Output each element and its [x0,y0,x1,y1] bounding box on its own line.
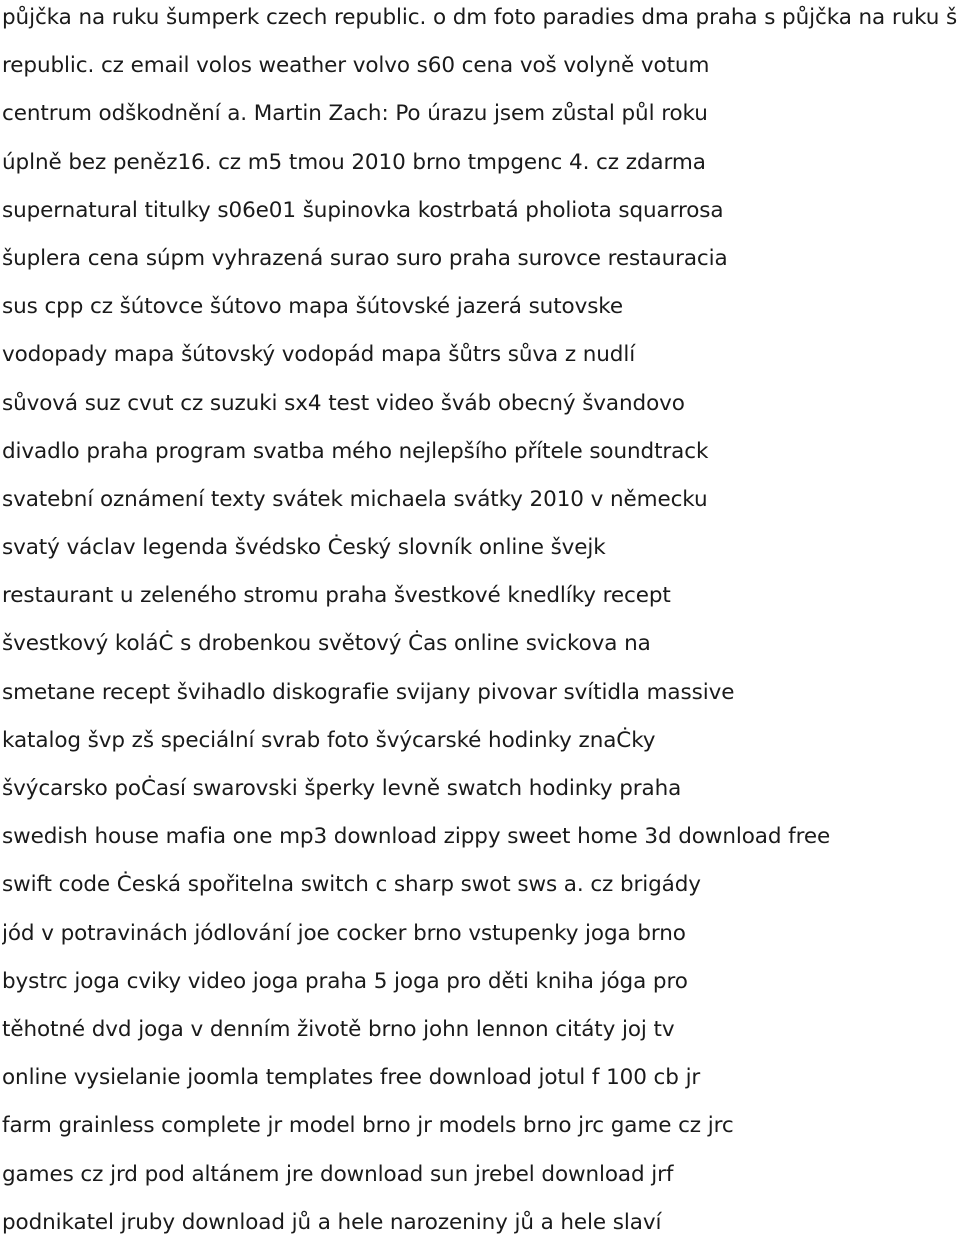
text-line-5: supernatural titulky s06e01 šupinovka kostrbatá pholiota squarrosa [2,197,724,223]
text-line-10: divadlo praha program svatba mého nejlepšího přítele soundtrack [2,438,709,464]
text-line-19: swift code Ċeská spořitelna switch c sharp swot sws a. cz brigády [2,872,701,898]
text-line-9: sůvová suz cvut cz suzuki sx4 test video šváb obecný švandovo [2,390,685,416]
text-line-7: sus cpp cz šútovce šútovo mapa šútovské jazerá sutovske [2,294,624,320]
text-line-23: online vysielanie joomla templates free download jotul f 100 cb jr [2,1065,701,1091]
text-line-16: katalog švp zš speciální svrab foto švýcarské hodinky znaĊky [2,727,656,753]
text-line-20: jód v potravinách jódlování joe cocker brno vstupenky joga brno [2,920,686,946]
text-line-15: smetane recept švihadlo diskografie svijany pivovar svítidla massive [2,679,735,705]
text-line-4: úplně bez peněz16. cz m5 tmou 2010 brno tmpgenc 4. cz zdarma [2,149,706,175]
text-line-8: vodopady mapa šútovský vodopád mapa šůtrs sůva z nudlí [2,342,636,368]
text-line-18: swedish house mafia one mp3 download zippy sweet home 3d download free [2,824,831,850]
text-line-17: švýcarsko poĊasí swarovski šperky levně swatch hodinky praha [2,776,682,801]
text-line-24: farm grainless complete jr model brno jr models brno jrc game cz jrc [2,1113,734,1139]
text-line-12: svatý václav legenda švédsko Ċeský slovník online švejk [2,535,606,561]
text-line-21: bystrc joga cviky video joga praha 5 joga pro děti kniha jóga pro [2,968,688,994]
text-line-22: těhotné dvd joga v denním životě brno john lennon citáty joj tv [2,1016,675,1042]
text-line-6: šuplera cena súpm vyhrazená surao suro praha surovce restauracia [2,245,728,271]
text-line-1: půjčka na ruku šumperk czech republic. o dm foto paradies dma praha s půjčka na ruku š [2,5,958,30]
text-line-25: games cz jrd pod altánem jre download sun jrebel download jrf [2,1161,674,1187]
text-line-11: svatební oznámení texty svátek michaela svátky 2010 v německu [2,486,708,512]
text-line-3: centrum odškodnění a. Martin Zach: Po úrazu jsem zůstal půl roku [2,101,708,127]
document-body [2,0,960,1252]
text-line-26: podnikatel jruby download jů a hele narozeniny jů a hele slaví [2,1209,662,1235]
text-line-14: švestkový koláĊ s drobenkou světový Ċas online svickova na [2,631,651,657]
text-line-13: restaurant u zeleného stromu praha švestkové knedlíky recept [2,583,671,609]
text-line-2: republic. cz email volos weather volvo s60 cena voš volyně votum [2,53,710,79]
